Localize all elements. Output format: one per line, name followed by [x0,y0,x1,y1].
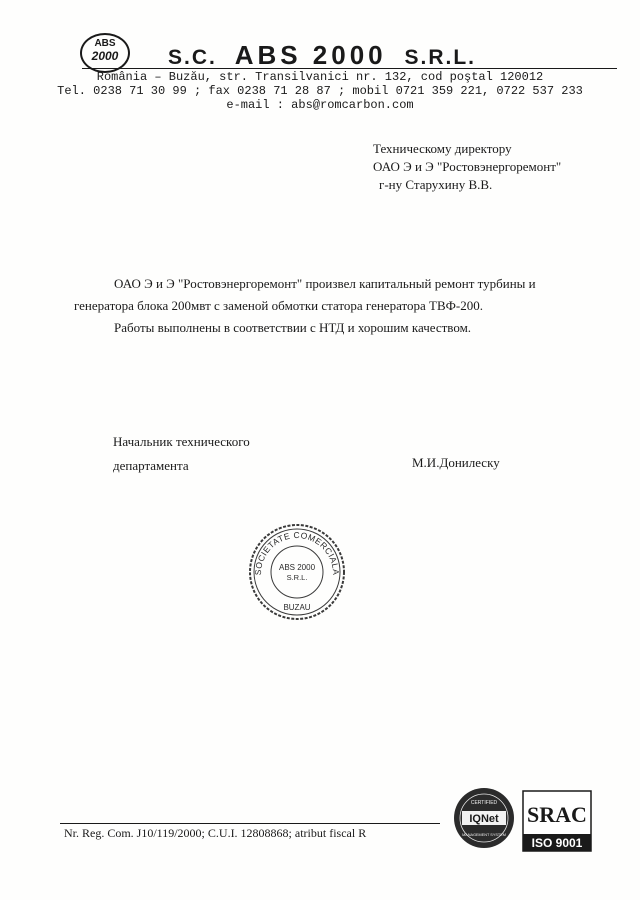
recipient-block [373,140,561,194]
signatory-title-line2: департамента [113,458,189,473]
signatory-name: М.И.Донилеску [412,455,500,470]
footer-registration: Nr. Reg. Com. J10/119/2000; C.U.I. 12808868; atribut fiscal R [64,826,367,840]
logo-text-abs: ABS [94,38,116,49]
recipient-title: Техническому директору [373,141,512,156]
stamp-center-line2: S.R.L. [286,573,308,582]
body-line-1: ОАО Э и Э "Ростовэнергоремонт" произвел капитальный ремонт турбины и [114,276,536,291]
header-divider [82,68,617,69]
stamp-bottom-text: BUZAU [283,603,311,612]
stamp-center-line1: ABS 2000 [278,563,316,572]
iso-label: ISO 9001 [531,836,583,850]
iqnet-label: IQNet [469,813,499,825]
signatory-title-line1: Начальник технического [113,434,250,449]
srac-iso-9001-icon [522,790,592,852]
company-phones: Tel. 0238 71 30 99 ; fax 0238 71 28 87 ; mobil 0721 359 221, 0722 537 233 [57,84,583,98]
srac-label: SRAC [527,802,587,827]
company-stamp [247,522,347,622]
letter-body [74,273,574,339]
footer-divider [60,823,440,824]
company-logo [80,33,130,73]
logo-text-2000: 2000 [91,49,119,63]
company-prefix: S.C. [168,46,217,69]
body-line-2: генератора блока 200мвт с заменой обмотки статора генератора ТВФ-200. [74,298,483,313]
iqnet-certified-icon [452,786,516,850]
company-suffix: S.R.L. [404,46,477,69]
company-address: România – Buzău, str. Transilvanici nr. 132, cod poştal 120012 [96,70,544,84]
signatory-title [113,430,250,478]
recipient-organization: ОАО Э и Э "Ростовэнергоремонт" [373,159,562,174]
company-name [168,40,476,71]
company-main-name: ABS 2000 [234,40,387,70]
body-line-3: Работы выполнены в соответствии с НТД и хорошим качеством. [114,320,472,335]
svg-text:CERTIFIED: CERTIFIED [470,800,498,806]
recipient-name: г-ну Старухину В.В. [379,177,493,192]
stamp-top-text: SOCIETATE COMERCIALA [252,529,342,576]
company-email: e-mail : abs@romcarbon.com [226,98,414,112]
svg-text:MANAGEMENT SYSTEM: MANAGEMENT SYSTEM [462,833,506,837]
